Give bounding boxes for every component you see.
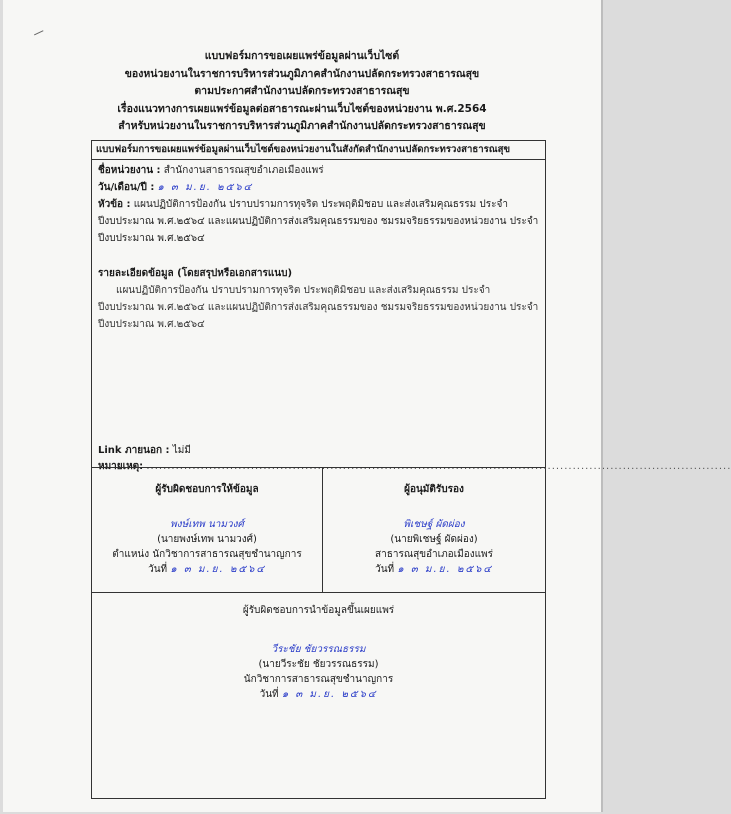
heading-line-5: สำหรับหน่วยงานในราชการบริหารส่วนภูมิภาคสำนักงานปลัดกระทรวงสาธารณสุข <box>118 120 486 132</box>
heading-line-4: เรื่องแนวทางการเผยแพร่ข้อมูลต่อสาธารณะผ่านเว็บไซต์ของหน่วยงาน พ.ศ.2564 <box>117 102 487 115</box>
publisher-position: นักวิชาการสาธารณสุขชำนาญการ <box>243 674 394 685</box>
agency-value: สำนักงานสาธารณสุขอำเภอเมืองแพร่ <box>163 165 324 176</box>
link-value: ไม่มี <box>172 445 191 456</box>
subject-label: หัวข้อ : <box>98 199 131 210</box>
approver-title: ผู้อนุมัติรับรอง <box>404 484 464 495</box>
detail-label: รายละเอียดข้อมูล (โดยสรุปหรือเอกสารแนบ) <box>98 268 293 279</box>
responsible-title: ผู้รับผิดชอบการให้ข้อมูล <box>155 484 259 495</box>
publisher-date-value: ๑ ๓ ม.ย. ๒๕๖๔ <box>281 689 378 700</box>
responsible-date-value: ๑ ๓ ม.ย. ๒๕๖๔ <box>170 564 266 575</box>
subject-value: แผนปฏิบัติการป้องกัน ปราบปรามการทุจริต ประพฤติมิชอบ และส่งเสริมคุณธรรม ประจำปีงบประมาณ พ.ศ.๒๕๖๔ และแผนปฏิบัติการส่งเสริมคุณธรรมของ ชมรมจริยธรรมของหน่วยงาน ประจำปีงบประมาณ พ.ศ.๒๕๖๔ <box>98 199 539 244</box>
link-row <box>98 442 191 459</box>
approver-date-value: ๑ ๓ ม.ย. ๒๕๖๔ <box>397 564 493 575</box>
detail-value: แผนปฏิบัติการป้องกัน ปราบปรามการทุจริต ประพฤติมิชอบ และส่งเสริมคุณธรรม ประจำปีงบประมาณ พ.ศ.๒๕๖๔ และแผนปฏิบัติการส่งเสริมคุณธรรมของ ชมรมจริยธรรมของหน่วยงาน ประจำปีงบประมาณ พ.ศ.๒๕๖๔ <box>98 285 539 330</box>
responsible-date-label: วันที่ <box>148 564 168 575</box>
publisher-date-label: วันที่ <box>259 689 279 700</box>
heading-line-3: ตามประกาศสำนักงานปลัดกระทรวงสาธารณสุข <box>194 85 410 97</box>
form-body <box>92 160 731 472</box>
agency-label: ชื่อหน่วยงาน : <box>98 165 161 176</box>
pen-mark <box>34 30 46 41</box>
approver-name: (นายพิเชษฐ์ ผัดผ่อง) <box>390 534 478 545</box>
publisher-block <box>92 592 545 803</box>
link-label: Link ภายนอก : <box>98 445 170 456</box>
approver-date-label: วันที่ <box>375 564 395 575</box>
approver-signature: พิเชษฐ์ ผัดผ่อง <box>403 519 465 530</box>
heading-line-2: ของหน่วยงานในราชการบริหารส่วนภูมิภาคสำนักงานปลัดกระทรวงสาธารณสุข <box>124 67 480 80</box>
publisher-date-row <box>92 687 545 702</box>
agency-row <box>98 162 539 179</box>
form-frame <box>91 140 731 799</box>
publisher-name: (นายวีระชัย ชัยวรรณธรรม) <box>258 659 379 670</box>
note-label: หมายเหตุ: <box>98 461 144 472</box>
responsible-position: ตำแหน่ง นักวิชาการสาธารณสุขชำนาญการ <box>112 549 302 560</box>
form-title: แบบฟอร์มการขอเผยแพร่ข้อมูลผ่านเว็บไซต์ของหน่วยงานในสังกัดสำนักงานปลัดกระทรวงสาธารณสุข <box>92 141 545 160</box>
signature-section <box>92 467 545 592</box>
subject-row <box>98 196 539 247</box>
date-row <box>98 179 539 196</box>
publisher-title: ผู้รับผิดชอบการนำข้อมูลขึ้นเผยแพร่ <box>242 605 395 616</box>
approver-position: สาธารณสุขอำเภอเมืองแพร่ <box>375 549 493 560</box>
responsible-date-row <box>92 562 322 577</box>
publisher-signature: วีระชัย ชัยวรรณธรรม <box>271 644 366 655</box>
document-page <box>3 0 731 812</box>
heading-line-1: แบบฟอร์มการขอเผยแพร่ข้อมูลผ่านเว็บไซต์ <box>204 50 400 62</box>
responsible-signature: พงษ์เทพ นามวงศ์ <box>170 519 244 530</box>
responsible-block <box>92 468 323 592</box>
approver-date-row <box>323 562 545 577</box>
date-value: ๑ ๓ ม.ย. ๒๕๖๔ <box>157 182 254 193</box>
date-label: วัน/เดือน/ปี : <box>98 182 155 193</box>
responsible-name: (นายพงษ์เทพ นามวงศ์) <box>157 534 257 545</box>
document-heading <box>3 48 601 136</box>
note-dots: ............................................................................................................................................ <box>146 461 731 472</box>
approver-block <box>323 468 545 592</box>
